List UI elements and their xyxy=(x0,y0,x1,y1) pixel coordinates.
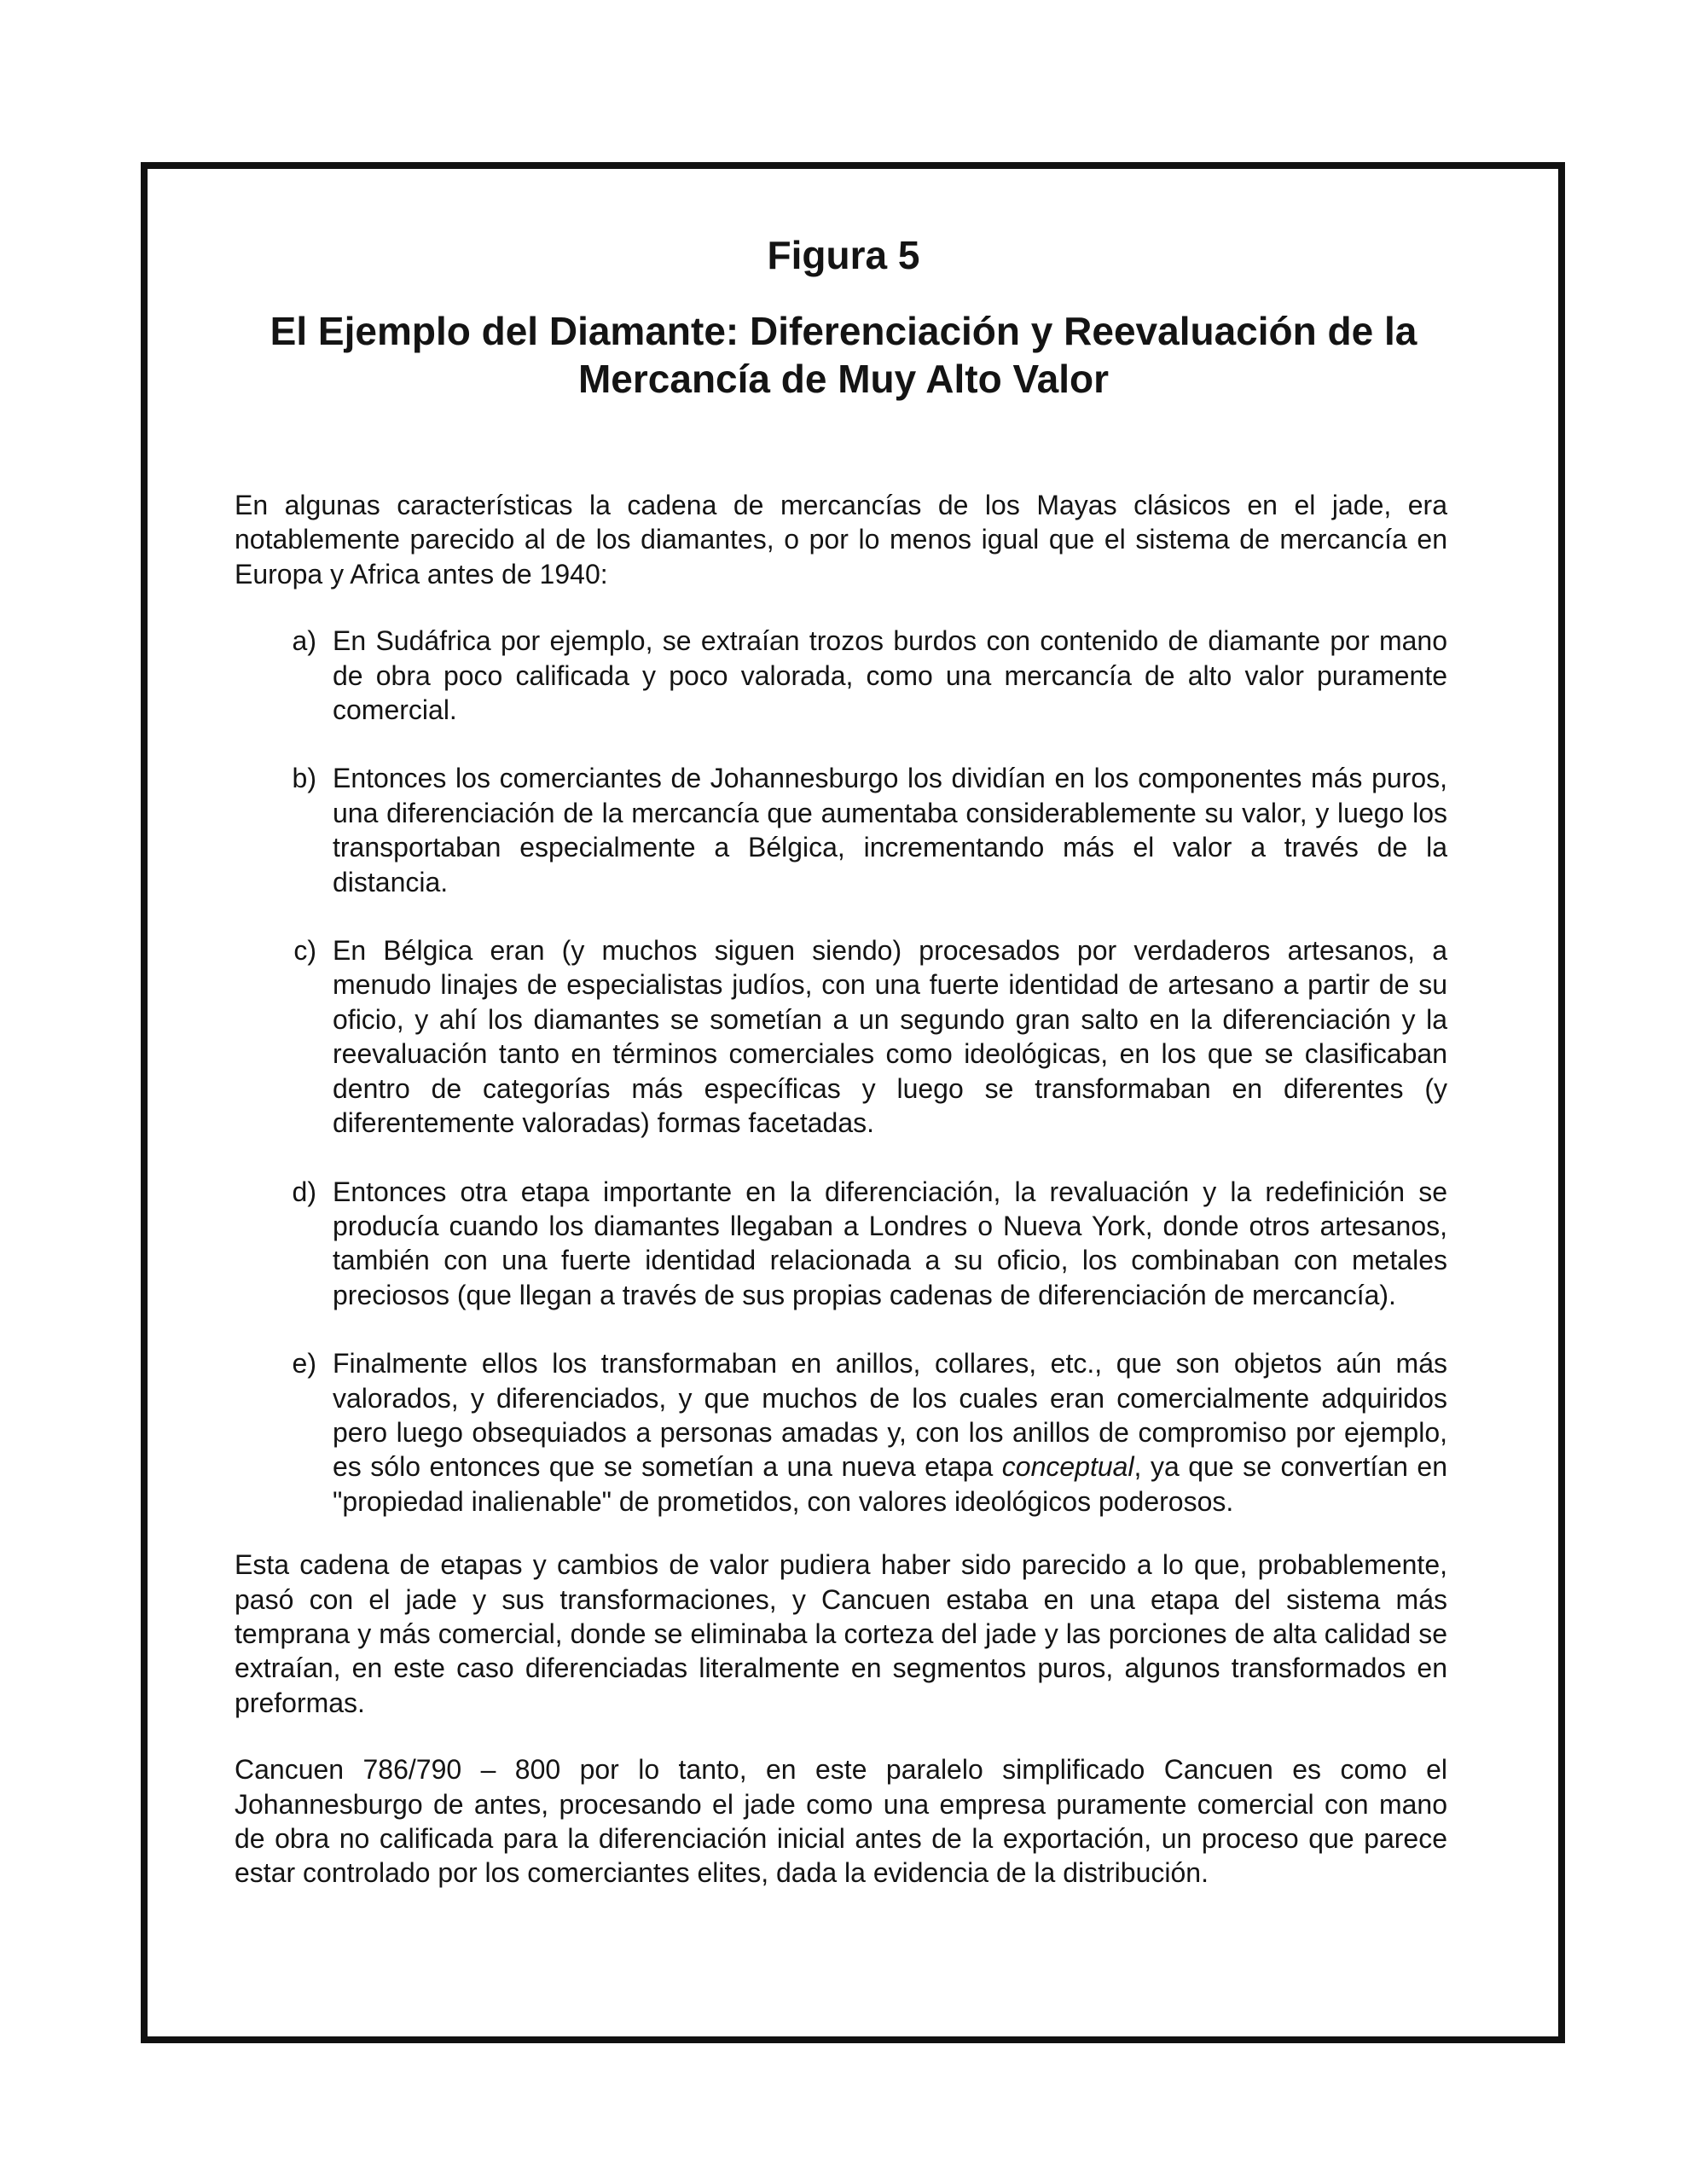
list-item-e xyxy=(235,1346,1447,1519)
list-item-text: Entonces los comerciantes de Johannesburgo los dividían en los componentes más puros, una diferenciación de la mercancía que aumentaba considerablemente su valor, y luego los transportaban especialmente a Bélgica, incrementando más el valor a través de la distancia. xyxy=(333,763,1447,897)
figure-body xyxy=(235,488,1447,1891)
emphasis-conceptual: conceptual xyxy=(1001,1451,1134,1483)
list-item-a xyxy=(235,624,1447,727)
list-item-text xyxy=(333,1346,1447,1519)
list-marker: c) xyxy=(293,935,316,967)
list-item-d xyxy=(235,1175,1447,1313)
list-marker: b) xyxy=(292,763,316,794)
list-item-text: En Bélgica eran (y muchos siguen siendo) procesados por verdaderos artesanos, a menudo linajes de especialistas judíos, con una fuerte identidad de artesano a partir de su oficio, y ahí los diamantes se sometían a un segundo gran salto en la diferenciación y la reevaluación tanto en términos comerciales como ideológicas, en los que se clasificaban dentro de categorías más específicas y luego se transformaban en diferentes (y diferentemente valoradas) formas facetadas. xyxy=(333,935,1447,1139)
list-marker: a) xyxy=(292,625,316,657)
list-item-text: En Sudáfrica por ejemplo, se extraían trozos burdos con contenido de diamante por mano de obra poco calificada y poco valorada, como una mercancía de alto valor puramente comercial. xyxy=(333,625,1447,726)
list-item-text-end: , ya que se convertían en "propiedad inalienable" de prometidos, con valores ideológicos poderosos. xyxy=(333,1451,1448,1517)
list-marker: d) xyxy=(292,1176,316,1207)
figure-title: El Ejemplo del Diamante: Diferenciación y Reevaluación de la Mercancía de Muy Alto Valor xyxy=(270,309,1417,401)
body-paragraph-2: Cancuen 786/790 – 800 por lo tanto, en este paralelo simplificado Cancuen es como el Johannesburgo de antes, procesando el jade como una empresa puramente comercial con mano de obra no calificada para la diferenciación inicial antes de la exportación, un proceso que parece estar controlado por los comerciantes elites, dada la evidencia de la distribución. xyxy=(235,1754,1447,1889)
body-paragraph-1: Esta cadena de etapas y cambios de valor pudiera haber sido parecido a lo que, probablemente, pasó con el jade y sus transformaciones, y Cancuen estaba en una etapa del sistema más temprana y más comercial, donde se eliminaba la corteza del jade y las porciones de alta calidad se extraían, en este caso diferenciadas literalmente en segmentos puros, algunos transformados en preformas. xyxy=(235,1549,1447,1718)
list-item-text-start: Finalmente ellos los transformaban en anillos, collares, etc., que son objetos aún más valorados, y diferenciados, y que muchos de los cuales eran comercialmente adquiridos pero luego obsequiados a personas amadas y, con los anillos de compromiso por ejemplo, es sólo entonces que se sometían a una nueva etapa xyxy=(333,1348,1447,1483)
diamond-stages-list xyxy=(235,624,1447,1519)
list-item-text: Entonces otra etapa importante en la diferenciación, la revaluación y la redefinición se producía cuando los diamantes llegaban a Londres o Nueva York, donde otros artesanos, también con una fuerte identidad relacionada a su oficio, los combinaban con metales preciosos (que llegan a través de sus propias cadenas de diferenciación de mercancía). xyxy=(333,1176,1447,1310)
figure-label: Figura 5 xyxy=(767,233,920,277)
list-item-b xyxy=(235,761,1447,899)
list-marker: e) xyxy=(292,1348,316,1380)
intro-paragraph: En algunas características la cadena de mercancías de los Mayas clásicos en el jade, era notablemente parecido al de los diamantes, o por lo menos igual que el sistema de mercancía en Europa y Africa antes de 1940: xyxy=(235,490,1447,590)
list-item-c xyxy=(235,933,1447,1140)
